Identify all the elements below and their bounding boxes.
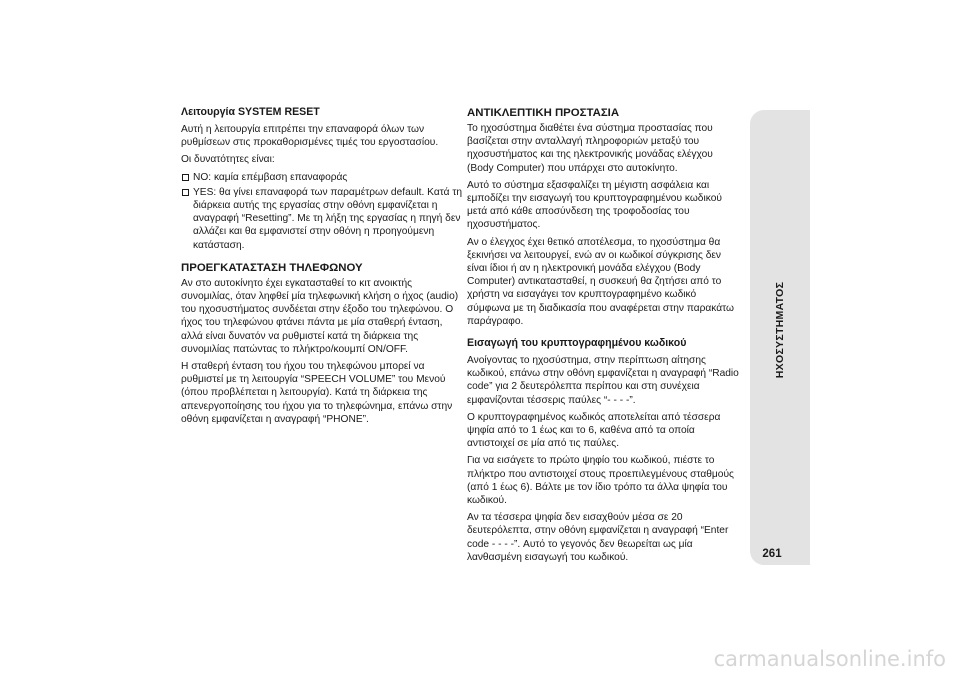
code-entry-heading: Εισαγωγή του κρυπτογραφημένου κωδικού — [467, 337, 687, 350]
phone-preinstall-heading: ΠΡΟΕΓΚΑΤΑΣΤΑΣΗ ΤΗΛΕΦΩΝΟΥ — [181, 261, 363, 274]
phone-preinstall-p2: Η σταθερή ένταση του ήχου του τηλεφώνου μπορεί να ρυθμιστεί με τη λειτουργία “SPEECH VOLUME” του Μενού (όπου προβλέπεται η λειτουργία). Κατά τη διάρκεια της απενεργοποίησης του ήχου για το τηλεφώνημα, επάνω στην οθόνη εμφανίζεται η αναγραφή “PHONE”. — [181, 361, 453, 425]
code-entry-p2: Ο κρυπτογραφημένος κωδικός αποτελείται από τέσσερα ψηφία από το 1 έως και το 6, καθένα από τα οποία αντιστοιχεί σε μία από τις παύλες. — [467, 411, 721, 450]
system-reset-heading: Λειτουργία SYSTEM RESET — [181, 106, 320, 118]
bullet-no-text: NO: καμία επέμβαση επαναφοράς — [193, 171, 348, 183]
anti-theft-p2: Αυτό το σύστημα εξασφαλίζει τη μέγιστη ασφάλεια και εμποδίζει την εισαγωγή του κρυπτογραφημένου κωδικού μετά από κάθε αποσύνδεση της τροφοδοσίας του ηχοσυστήματος. — [467, 179, 722, 231]
bullet-yes — [181, 186, 464, 252]
right-column — [467, 106, 740, 568]
page-number: 261 — [762, 548, 782, 560]
bullet-yes-text: YES: θα γίνει επαναφορά των παραμέτρων default. Κατά τη διάρκεια αυτής της εργασίας στην οθόνη εμφανίζεται η αναγραφή “Resetting”. Με τη λήξη της εργασίας η πηγή δεν αλλάζει και θα εμφανιστεί στην οθόνη η προηγούμενη κατάσταση. — [193, 186, 463, 251]
checkbox-bullet-icon — [182, 189, 189, 196]
watermark: carmanualsonline.info — [713, 647, 946, 671]
left-column — [181, 106, 464, 430]
code-entry-p3: Για να εισάγετε το πρώτο ψηφίο του κωδικού, πιέστε το πλήκτρο που αντιστοιχεί στους προεπιλεγμένους σταθμούς (από 1 έως 6). Βάλτε με τον ίδιο τρόπο τα άλλα ψηφία του κωδικού. — [467, 455, 734, 507]
chapter-side-tab-label: ΗΧΟΣΥΣΤΗΜΑΤΟΣ — [774, 281, 786, 379]
anti-theft-p1: Το ηχοσύστημα διαθέτει ένα σύστημα προστασίας που βασίζεται στην ανταλλαγή πληροφοριών μεταξύ του ηχοσυστήματος και της ηλεκτρονικής μονάδας ελέγχου (Body Computer) που υπάρχει στο αυτοκίνητο. — [467, 123, 713, 174]
checkbox-bullet-icon — [182, 174, 189, 181]
bullet-no — [181, 171, 464, 184]
anti-theft-heading: ΑΝΤΙΚΛΕΠΤΙΚΗ ΠΡΟΣΤΑΣΙΑ — [467, 107, 620, 119]
anti-theft-p3: Αν ο έλεγχος έχει θετικό αποτέλεσμα, το ηχοσύστημα θα ξεκινήσει να λειτουργεί, ενώ αν οι κωδικοί σύγκρισης δεν είναι ίδιοι ή αν η ηλεκτρονική μονάδα ελέγχου (Body Computer) αντικατασταθεί, η συσκευή θα ζητήσει από το χρήστη να εισαγάγει τον κρυπτογραφημένο κωδικό σύμφωνα με τη διαδικασία που αναφέρεται στην παρακάτω παράγραφο. — [467, 236, 734, 327]
system-reset-options-label: Οι δυνατότητες είναι: — [181, 154, 275, 166]
code-entry-p1: Ανοίγοντας το ηχοσύστημα, στην περίπτωση αίτησης κωδικού, επάνω στην οθόνη εμφανίζεται η αναγραφή “Radio code” για 2 δευτερόλεπτα περίπου και στη συνέχεια εμφανίζονται τέσσερις παύλες “- - - -”. — [467, 355, 739, 406]
phone-preinstall-p1: Αν στο αυτοκίνητο έχει εγκατασταθεί το κιτ ανοικτής συνομιλίας, όταν ληφθεί μία τηλεφωνική κλήση ο ήχος (audio) του ηχοσυστήματος συνδέεται στην έξοδο του τηλεφώνου. Ο ήχος του τηλεφώνου φτάνει πάντα με μία σταθερή ένταση, αλλά είναι δυνατόν να ρυθμιστεί κατά τη διάρκεια της συνομιλίας πατώντας το πλήκτρο/κουμπί ON/OFF. — [181, 277, 459, 355]
code-entry-p4: Αν τα τέσσερα ψηφία δεν εισαχθούν μέσα σε 20 δευτερόλεπτα, στην οθόνη εμφανίζεται η αναγραφή “Enter code - - - -”. Αυτό το γεγονός δεν θεωρείται ως μία λανθασμένη εισαγωγή του κωδικού. — [467, 512, 729, 563]
system-reset-intro: Αυτή η λειτουργία επιτρέπει την επαναφορά όλων των ρυθμίσεων στις προκαθορισμένες τιμές του εργοστασίου. — [181, 124, 439, 149]
